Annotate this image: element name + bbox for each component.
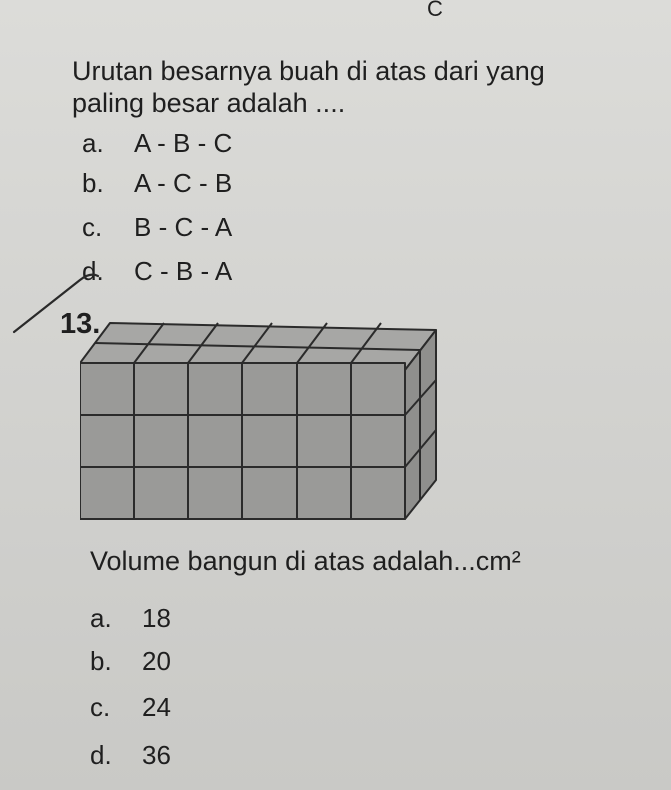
option-label: a. — [82, 128, 104, 158]
question-13-number: 13. — [60, 308, 101, 340]
option-text: 24 — [142, 692, 171, 722]
page-header-letter: C — [427, 0, 443, 21]
option-label: c. — [90, 692, 111, 722]
option-label: a. — [90, 603, 112, 633]
question-13-option-d — [90, 740, 171, 771]
question-13-option-b — [90, 646, 171, 677]
option-text: 36 — [142, 740, 171, 770]
question-12-text-line2: paling besar adalah .... — [72, 88, 346, 118]
cuboid-unit-cube-figure — [80, 322, 452, 528]
option-label: d. — [90, 740, 112, 770]
option-label: d. — [82, 256, 104, 286]
option-text: B - C - A — [134, 212, 233, 242]
question-12-option-c — [82, 212, 232, 243]
question-12-option-b — [82, 168, 232, 199]
option-label: b. — [90, 646, 112, 676]
question-12-option-a — [82, 128, 232, 159]
option-label: c. — [82, 212, 103, 242]
option-text: A - C - B — [134, 168, 233, 198]
option-text: A - B - C — [134, 128, 233, 158]
option-text: 20 — [142, 646, 171, 676]
option-label: b. — [82, 168, 104, 198]
question-12-text-line1: Urutan besarnya buah di atas dari yang — [72, 56, 545, 86]
question-13-text: Volume bangun di atas adalah...cm² — [90, 546, 521, 576]
question-13-option-a — [90, 603, 171, 634]
option-text: 18 — [142, 603, 171, 633]
question-13-option-c — [90, 692, 171, 723]
option-text: C - B - A — [134, 256, 233, 286]
